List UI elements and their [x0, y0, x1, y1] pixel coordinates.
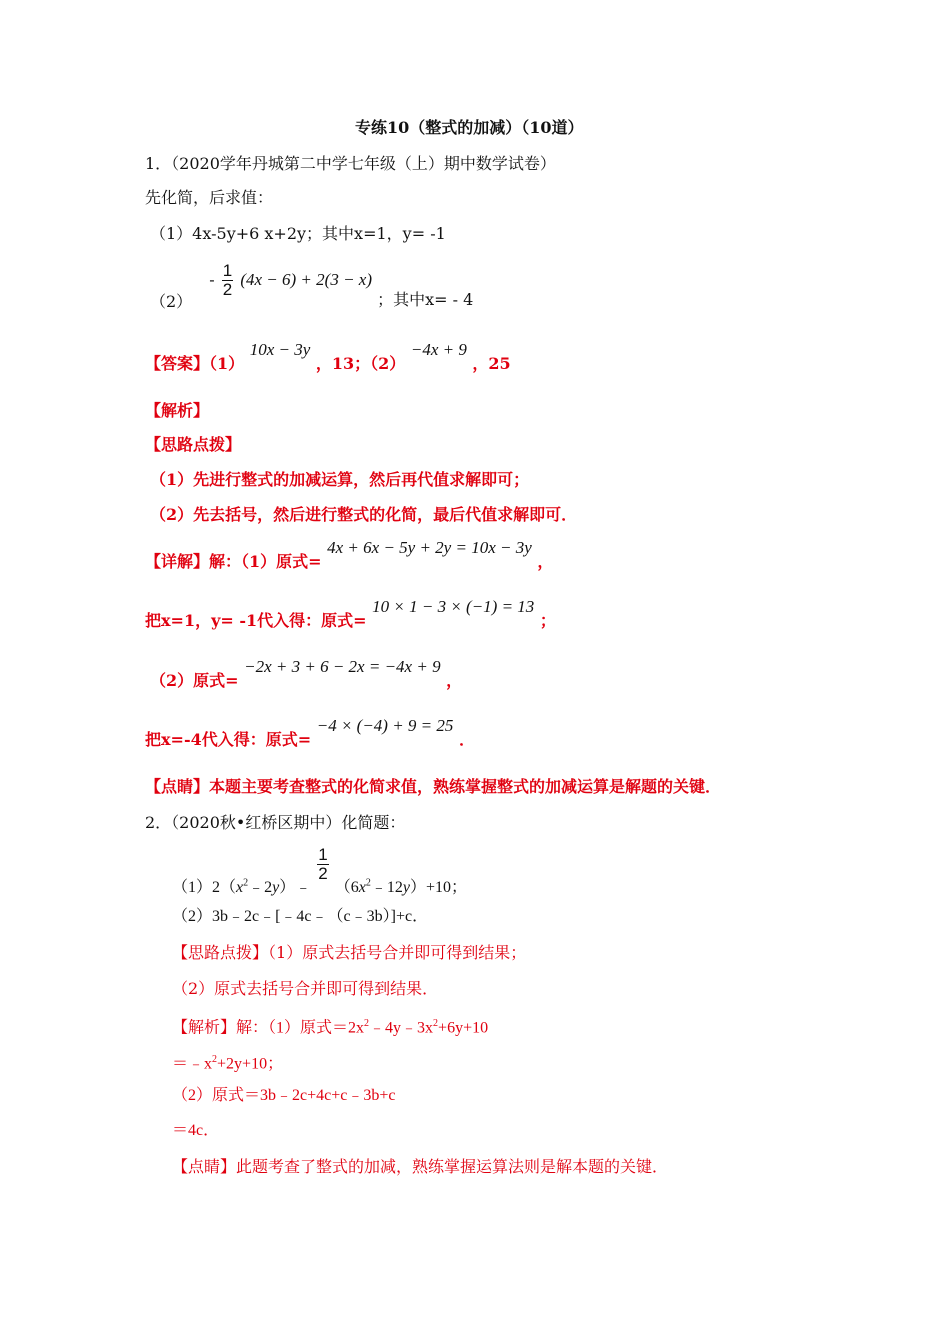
- q1-hint-1: （1）先进行整式的加减运算，然后再代值求解即可；: [150, 470, 530, 489]
- q2-header: 2．（2020秋•红桥区期中）化简题：: [145, 813, 406, 832]
- q2-solution-2-result: ＝4c．: [172, 1122, 220, 1139]
- q2-hint-label: 【思路点拨】: [172, 943, 269, 962]
- q1-instruction: 先化简，后求值：: [145, 188, 274, 207]
- q1-part2-fraction: $\frac{1}{2}$: [222, 261, 233, 299]
- q1-detail-2: （2）原式= −2x + 3 + 6 − 2x = −4x + 9 ，: [150, 657, 463, 690]
- q1-detail-1: 【详解】解：（1）原式= 4x + 6x − 5y + 2y = 10x − 3y ，: [145, 538, 554, 571]
- q2-comment-label: 【点睛】: [172, 1157, 237, 1176]
- q1-answer-mid: ，13；（2）: [315, 354, 406, 373]
- q1-part2-prefix: （2）: [150, 292, 193, 311]
- q1-header: 1．（2020学年丹城第二中学七年级（上）期中数学试卷）: [145, 154, 556, 173]
- q1-substitute-2: 把x=-4代入得：原式= −4 × (−4) + 9 = 25 ．: [145, 716, 475, 749]
- q1-hint-label: 【思路点拨】: [145, 435, 242, 454]
- q1-answer-label: 【答案】（1）: [145, 354, 245, 373]
- q1-detail-prefix: 【详解】解：（1）原式=: [145, 552, 322, 571]
- q1-sub1-prefix: 把x=1，y= -1代入得：原式=: [145, 611, 367, 630]
- q2-solution-1-result: $=﹣x^2+2y+10$；: [172, 1054, 284, 1073]
- q1-analysis-label: 【解析】: [145, 401, 210, 420]
- q2-comment: 【点睛】此题考查了整式的加减，熟练掌握运算法则是解本题的关键．: [172, 1157, 669, 1176]
- q1-comment: 【点睛】本题主要考查整式的化简求值，熟练掌握整式的加减运算是解题的关键．: [145, 777, 722, 796]
- q1-part2-suffix: ；其中x= - 4: [377, 290, 474, 309]
- q1-part2: [150, 261, 474, 311]
- q1-hint-2: （2）先去括号，然后进行整式的化简，最后代值求解即可．: [150, 505, 578, 524]
- q1-part1: （1）4x-5y+6 x+2y；其中x=1，y= -1: [150, 224, 446, 243]
- q1-sub2-prefix: 把x=-4代入得：原式=: [145, 730, 312, 749]
- q1-detail2-expr: −2x + 3 + 6 − 2x = −4x + 9: [244, 657, 441, 676]
- q1-part2-expression: (4x − 6) + 2(3 − x): [240, 270, 372, 289]
- q1-sub1-expr: 10 × 1 − 3 × (−1) = 13: [372, 597, 535, 616]
- q2-hint-2: （2）原式去括号合并即可得到结果．: [172, 979, 439, 998]
- q1-detail-expr1: 4x + 6x − 5y + 2y = 10x − 3y: [327, 538, 532, 557]
- q2-hint: 【思路点拨】（1）原式去括号合并即可得到结果；: [172, 943, 527, 962]
- q2-solution-2: （2）原式＝3b﹣2c+4c+c﹣3b+c: [172, 1087, 396, 1104]
- q1-answer-end: ，25: [472, 354, 511, 373]
- q1-answer-expr1: 10x − 3y: [249, 340, 311, 359]
- q2-solution-label: 【解析】: [172, 1019, 237, 1037]
- q1-detail2-prefix: （2）原式=: [150, 671, 239, 690]
- q2-part2: （2）3b﹣2c﹣[﹣4c﹣（c﹣3b）]+c．: [172, 908, 429, 925]
- q1-part2-minus: -: [209, 270, 215, 289]
- q2-solution-1: 【解析】解：（1）原式$=2x^2﹣4y﹣3x^2+6y+10$: [172, 1018, 489, 1037]
- q1-substitute-1: 把x=1，y= -1代入得：原式= 10 × 1 − 3 × (−1) = 13 ；: [145, 597, 556, 630]
- page-title: 专练10（整式的加减）（10道）: [355, 118, 584, 137]
- q2-part1: $(1)2(x^2﹣2y)﹣$ $\frac{1}{2}$ $(6x^2﹣12y)+10$；: [172, 845, 468, 897]
- q1-answer-expr2: −4x + 9: [410, 340, 467, 359]
- q1-answer: [145, 340, 511, 374]
- q2-part1-fraction: $\frac{1}{2}$: [318, 845, 328, 883]
- q1-sub2-expr: −4 × (−4) + 9 = 25: [316, 716, 454, 735]
